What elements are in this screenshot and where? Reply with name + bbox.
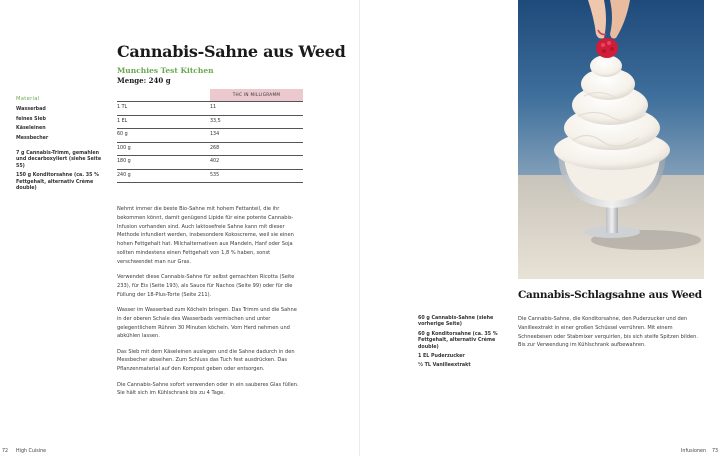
paragraph: Wasser im Wasserbad zum Köcheln bringen. Das Trimm und die Sahne in der oberen Schale des Wasserbads vermischen und unter gelegentlichem Rühren 30 Minuten köcheln. Vom Herd nehmen und abkühlen lassen. (117, 306, 297, 340)
thc-cell: 535 (210, 172, 220, 178)
ingredient-item: 7 g Cannabis-Trimm, gemahlen und decarboxyliert (siehe Seite 55) (16, 151, 102, 169)
amount-cell: 1 EL (117, 118, 128, 124)
thc-header-cell: THC IN MILLIGRAMM (210, 89, 303, 101)
amount-cell: 60 g (117, 132, 128, 137)
amount-cell: 180 g (117, 159, 131, 164)
ingredient-list-2 (418, 316, 508, 373)
ingredient-item: ½ TL Vanilleextrakt (418, 363, 471, 369)
table-row (117, 156, 303, 170)
paragraph: Nehmt immer die beste Bio-Sahne mit hohem Fettanteil, die ihr bekommen könnt, damit genügend Lipide für eine potente Cannabis-Infusion vorhanden sind. Auch laktosefreie Sahne kann mit dieser Methode infundiert werden, insbesondere Kokoscreme, weil sie einen hohen Fettgehalt hat. Milchalternativen aus Mandeln, Hanf oder Soja sollten mindestens einen Fettgehalt von 1,8 % haben, sonst verschwendet man nur Gras. (117, 206, 294, 265)
paragraph: Die Cannabis-Sahne sofort verwenden oder in ein sauberes Glas füllen. Sie hält sich im Kühlschrank bis zu 4 Tage. (117, 381, 299, 397)
recipe-author: Munchies Test Kitchen (117, 66, 214, 75)
thc-table (117, 89, 303, 183)
page-number-right: 73 (712, 449, 719, 454)
recipe-title-2: Cannabis-Schlagsahne aus Weed (518, 289, 702, 301)
material-item: Messbecher (16, 135, 49, 141)
amount-cell: 100 g (117, 145, 131, 151)
material-item: Käseleinen (16, 126, 46, 132)
material-heading: Material (16, 96, 40, 102)
thc-cell: 11 (210, 105, 217, 110)
thc-table-header (117, 89, 303, 102)
ingredient-item: 60 g Cannabis-Sahne (siehe vorherige Seite) (418, 316, 494, 328)
recipe-yield: Menge: 240 g (117, 76, 171, 85)
ingredient-item: 150 g Konditorsahne (ca. 35 % Fettgehalt, alternativ Crème double) (16, 173, 99, 192)
material-list (16, 105, 108, 143)
thc-cell: 33,5 (210, 118, 221, 124)
ingredient-item: 60 g Konditorsahne (ca. 35 % Fettgehalt, alternativ Crème double) (418, 331, 498, 350)
ingredient-list (16, 151, 108, 196)
paragraph: Das Sieb mit dem Käseleinen auslegen und die Sahne dadurch in den Messbecher abseihen. Zum Schluss das Tuch fest ausdrücken. Das Pflanzenmaterial auf den Kompost geben oder entsorgen. (117, 348, 295, 373)
amount-cell: 240 g (117, 172, 131, 178)
amount-cell: 1 TL (117, 105, 128, 110)
page-number-left: 72 (2, 449, 9, 454)
table-row (117, 129, 303, 143)
table-row (117, 143, 303, 157)
whipped-cream-dessert-photo (518, 0, 704, 279)
thc-cell: 402 (210, 159, 220, 164)
running-title-left: High Cuisine (16, 449, 47, 454)
material-item: feines Sieb (16, 116, 46, 122)
instructions-text (117, 205, 303, 405)
table-row (117, 170, 303, 184)
thc-cell: 268 (210, 145, 220, 151)
instructions-text-2 (518, 315, 704, 350)
material-item: Wasserbad (16, 107, 46, 112)
table-row (117, 102, 303, 116)
ingredient-item: 1 EL Puderzucker (418, 354, 465, 360)
running-title-right: Infusionen (681, 449, 706, 454)
paragraph: Verwendet diese Cannabis-Sahne für selbst gemachten Ricotta (Seite 233), für Eis (Seite 193), als Sauce für Nachos (Seite 99) oder für die Füllung der 18-Plus-Torte (Seite 211). (117, 274, 295, 298)
thc-cell: 134 (210, 132, 220, 137)
table-row (117, 116, 303, 130)
paragraph: Die Cannabis-Sahne, die Konditorsahne, den Puderzucker und den Vanilleextrakt in einer großen Schüssel verrühren. Mit einem Schneebesen oder Stabmixer verquirlen, bis sich steife Spitzen bilden. Bis zur Verwendung im Kühlschrank aufbewahren. (518, 316, 698, 349)
recipe-title: Cannabis-Sahne aus Weed (117, 42, 346, 61)
book-gutter (359, 0, 360, 456)
